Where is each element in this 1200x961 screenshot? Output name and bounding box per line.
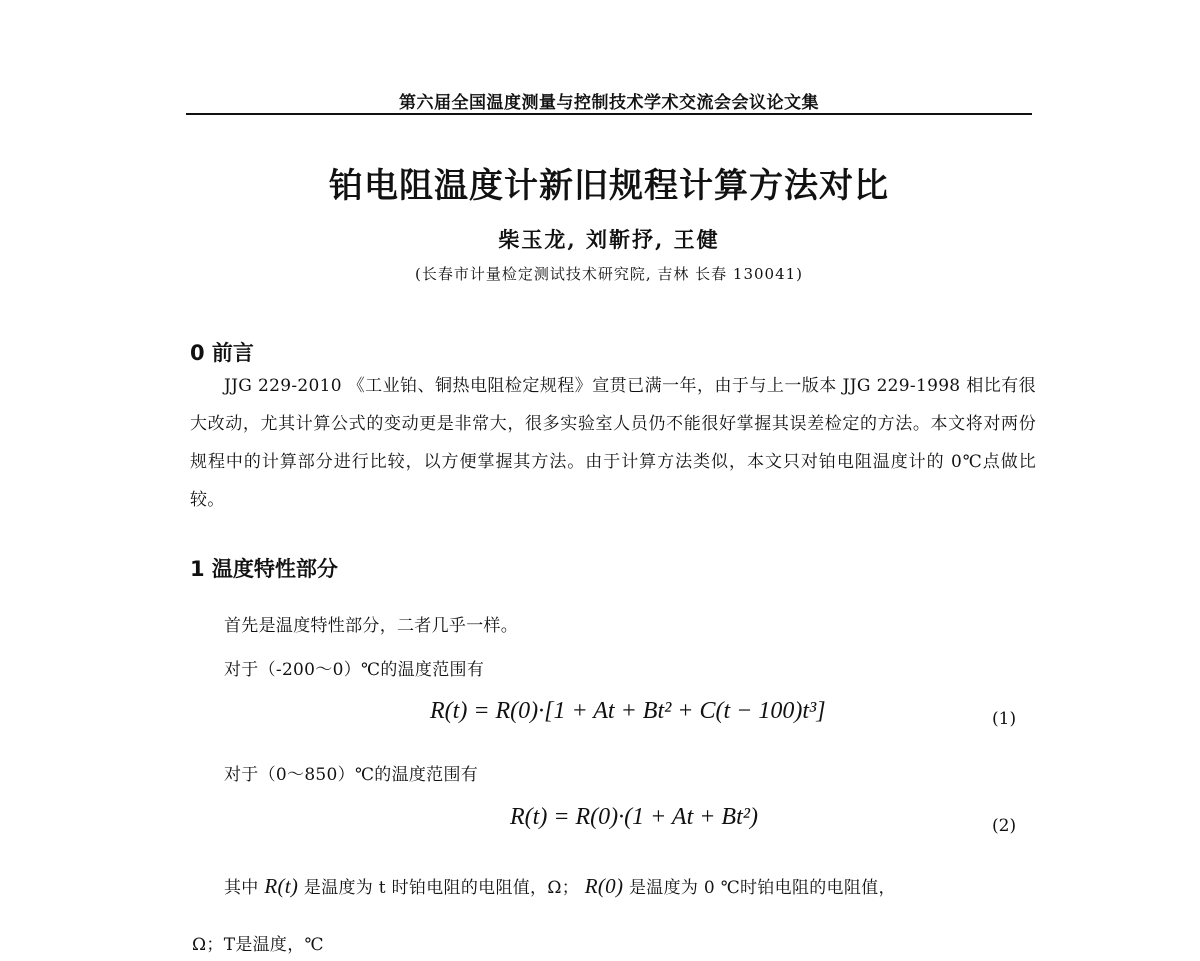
running-head: 第六届全国温度测量与控制技术学术交流会会议论文集	[399, 93, 819, 113]
where-text-1: 是温度为 t 时铂电阻的电阻值，Ω；	[303, 878, 580, 898]
variable-definitions-continued: Ω；T是温度，℃	[192, 935, 324, 955]
header-rule	[186, 113, 1032, 115]
paper-title: 铂电阻温度计新旧规程计算方法对比	[329, 166, 889, 206]
intro-paragraph: JJG 229-2010 《工业铂、铜热电阻检定规程》宣贯已满一年，由于与上一版本 JJG 229-1998 相比有很大改动，尤其计算公式的变动更是非常大，很多实验室人员仍不能很好掌握其误差检定的方法。本文将对两份规程中的计算部分进行比较，以方便掌握其方法。由于计算方法类似，本文只对铂电阻温度计的 0℃点做比较。	[190, 376, 1036, 510]
range-positive-text: 对于（0～850）℃的温度范围有	[224, 765, 479, 785]
where-prefix: 其中	[224, 878, 259, 898]
section-heading-temperature: 1 温度特性部分	[190, 557, 338, 581]
symbol-rt: R(t)	[264, 874, 299, 898]
equation-2: R(t) = R(0)·(1 + At + Bt²)	[510, 804, 758, 830]
paper-authors: 柴玉龙, 刘靳抒, 王健	[498, 227, 720, 252]
temperature-intro-line: 首先是温度特性部分，二者几乎一样。	[224, 616, 519, 636]
equation-1-number: (1)	[992, 709, 1017, 729]
variable-definitions	[224, 873, 896, 899]
range-negative-text: 对于（-200～0）℃的温度范围有	[224, 660, 485, 680]
equation-2-number: (2)	[992, 816, 1017, 836]
paper-affiliation: (长春市计量检定测试技术研究院, 吉林 长春 130041)	[414, 265, 804, 283]
symbol-r0: R(0)	[584, 874, 624, 898]
where-text-2: 是温度为 0 ℃时铂电阻的电阻值，	[629, 878, 896, 898]
section-heading-intro: 0 前言	[190, 341, 254, 365]
equation-1: R(t) = R(0)·[1 + At + Bt² + C(t − 100)t³]	[430, 698, 826, 724]
